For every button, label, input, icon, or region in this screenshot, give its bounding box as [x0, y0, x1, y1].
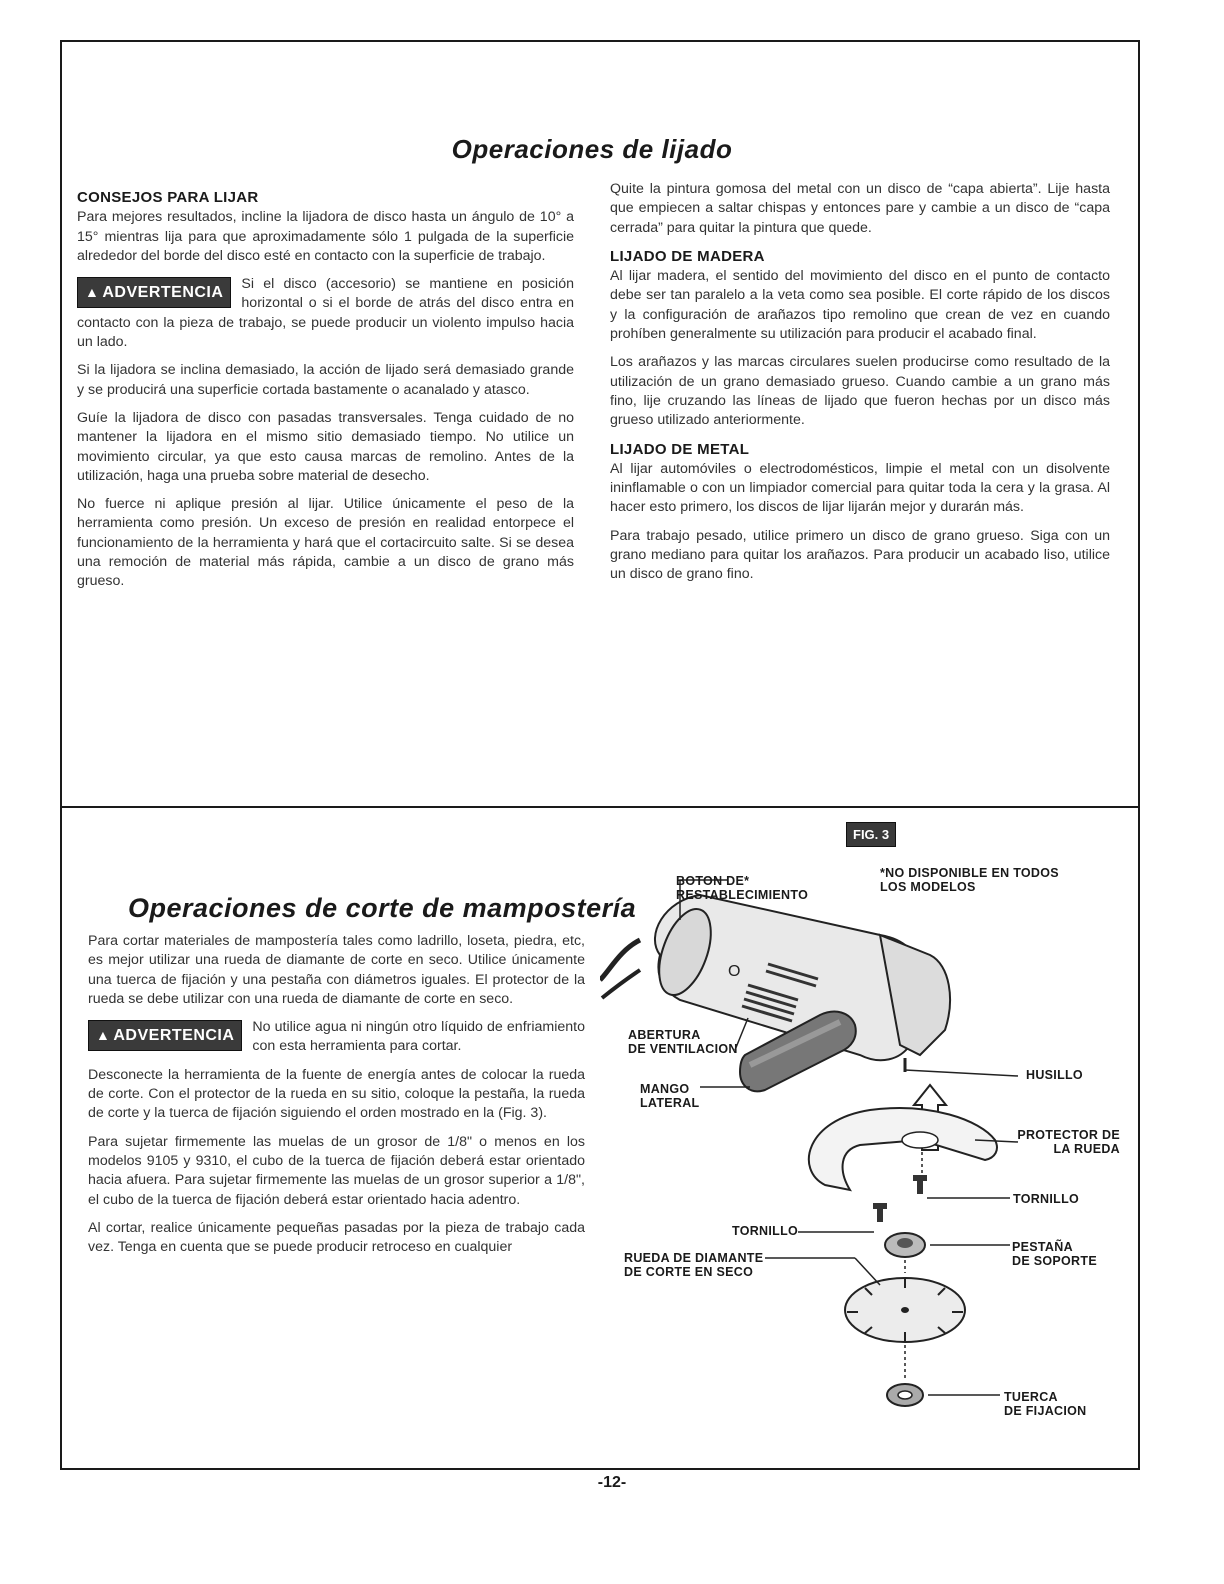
sanding-tips-paragraph-3: Guíe la lijadora de disco con pasadas transversales. Tenga cuidado de no mantener la lijadora en el mismo sitio demasiado tiempo. No utilice un movimiento circular, ya que esto causa marcas de remolino. Antes de la utilización, haga una prueba sobre material de desecho.: [77, 409, 574, 484]
screw-label-left: TORNILLO: [732, 1224, 799, 1238]
masonry-cutting-title: Operaciones de corte de mampostería: [128, 893, 637, 923]
availability-note: *NO DISPONIBLE EN TODOS LOS MODELOS: [880, 866, 1059, 894]
warning-badge-label: ADVERTENCIA: [113, 1027, 235, 1045]
metal-sanding-paragraph-1: Al lijar automóviles o electrodomésticos, limpie el metal con un disolvente ininflamable o con un limpiador comercial para quitar toda la cera y la grasa. Al hacer esto primero, los discos de lijar lijarán mejor y durarán más.: [610, 460, 1110, 516]
sanding-tips-paragraph-4: No fuerce ni aplique presión al lijar. Utilice únicamente el peso de la herramienta como presión. Un exceso de presión en realidad entorpece el funcionamiento de la herramienta y hará que el cortacircuito salte. Si se desea una remoción de material más rápida, cambie a un disco de grano más grueso.: [77, 496, 574, 590]
metal-sanding-paragraph-2: Para trabajo pesado, utilice primero un disco de grano grueso. Siga con un grano mediano para quitar los arañazos. Para producir un acabado liso, utilice un disco de grano fino.: [610, 527, 1110, 583]
warning-triangle-icon: ▲: [85, 284, 100, 301]
lock-nut-label: TUERCA DE FIJACION: [1004, 1390, 1087, 1418]
warning-badge-label: ADVERTENCIA: [102, 284, 224, 302]
reset-button-label: BOTON DE* RESTABLECIMIENTO: [676, 874, 809, 902]
warning-text: Si el disco (accesorio) se mantiene en posición horizontal o si el borde de atrás del disco entra en contacto con la pieza de trabajo, se puede producir un violento impulso hacia un lado.: [77, 276, 574, 351]
warning-badge: [77, 277, 231, 308]
metal-sanding-heading: LIJADO DE METAL: [610, 440, 750, 458]
sanding-tips-heading: CONSEJOS PARA LIJAR: [77, 189, 259, 206]
warning-badge: [88, 1020, 242, 1051]
section-divider: [60, 806, 1140, 808]
sanding-warning: [77, 275, 574, 352]
backing-flange: [885, 1233, 925, 1257]
guard-screw-right: [913, 1175, 927, 1194]
side-handle-label: MANGO LATERAL: [640, 1082, 700, 1110]
paint-removal-paragraph: Quite la pintura gomosa del metal con un disco de “capa abierta”. Lije hasta que empiecen a saltar chispas y entonces pare y cambie a un disco de “capa cerrada” para quitar la pintura que quede.: [610, 181, 1110, 236]
masonry-paragraph-1: Para cortar materiales de mampostería tales como ladrillo, loseta, piedra, etc, es mejor utilizar una rueda de diamante de corte en seco. Utilice únicamente una tuerca de fijación y una pestaña con diámetros iguales. El protector de la rueda se debe utilizar con una rueda de diamante de corte en seco.: [88, 933, 585, 1007]
warning-text: No utilice agua ni ningún otro líquido de enfriamiento con esta herramienta para cortar.: [252, 1019, 585, 1055]
figure-badge: FIG. 3: [846, 822, 896, 847]
guard-screw-left: [873, 1203, 887, 1222]
sanding-tips-paragraph-2: Si la lijadora se inclina demasiado, la acción de lijado será demasiado grande y se producirá una superficie cortada bastamente o acanalado y atasco.: [77, 362, 574, 398]
page-number: -12-: [597, 1474, 627, 1491]
masonry-paragraph-4: Al cortar, realice únicamente pequeñas pasadas por la pieza de trabajo cada vez. Tenga en cuenta que se puede producir retroceso en cualquier: [88, 1219, 585, 1256]
wood-sanding-paragraph-2: Los arañazos y las marcas circulares suelen producirse como resultado de la utilización de un grano demasiado grueso. Cuando cambie a un grano más fino, lije cruzando las líneas de lijado que fueron hechas por un disco más grueso utilizado anteriormente.: [610, 354, 1110, 429]
backing-flange-label: PESTAÑA DE SOPORTE: [1012, 1240, 1097, 1268]
sanding-right-column: [610, 180, 1110, 594]
vent-opening-label: ABERTURA DE VENTILACION: [628, 1028, 738, 1056]
masonry-warning: [88, 1018, 585, 1057]
diamond-wheel-label: RUEDA DE DIAMANTE DE CORTE EN SECO: [624, 1251, 764, 1279]
wheel-guard: [809, 1108, 997, 1190]
wood-sanding-heading: LIJADO DE MADERA: [610, 247, 765, 265]
diamond-wheel: [845, 1278, 965, 1342]
reset-button-marker: O: [728, 963, 741, 980]
screw-label-right: TORNILLO: [1013, 1192, 1080, 1206]
wheel-guard-label: PROTECTOR DE LA RUEDA: [1017, 1128, 1120, 1156]
sanding-title: Operaciones de lijado: [451, 134, 733, 164]
masonry-paragraph-2: Desconecte la herramienta de la fuente de energía antes de colocar la rueda de corte. Con el protector de la rueda en su sitio, coloque la pestaña, la rueda de corte y la tuerca de fijación siguiendo el orden mostrado en la (Fig. 3).: [88, 1066, 585, 1122]
masonry-cutting-column: [88, 932, 585, 1266]
wood-sanding-paragraph-1: Al lijar madera, el sentido del movimiento del disco en el punto de contacto debe ser tan paralelo a la veta como sea posible. El corte rápido de los discos y la configuración de arañazos tipo remolino que crean de vez en cuando prohíben generalmente su utilización para producir el acabado final.: [610, 268, 1110, 343]
lock-nut: [887, 1384, 923, 1406]
warning-triangle-icon: ▲: [96, 1027, 111, 1044]
sanding-tips-paragraph-1: Para mejores resultados, incline la lijadora de disco hasta un ángulo de 10° a 15° mientras lija para que aproximadamente sólo 1 pulgada de la superficie alrededor del borde del disco esté en contacto con la superficie de trabajo.: [77, 209, 574, 264]
sanding-left-column: [77, 188, 574, 601]
masonry-paragraph-3: Para sujetar firmemente las muelas de un grosor de 1/8" o menos en los modelos 9105 y 9310, el cubo de la tuerca de fijación deberá estar orientado hacia afuera. Para sujetar firmemente las muelas de un grosor superior a 1/8", el cubo de la tuerca de fijación deberá estar orientado hacia adentro.: [88, 1133, 585, 1208]
spindle-label: HUSILLO: [1026, 1068, 1083, 1082]
